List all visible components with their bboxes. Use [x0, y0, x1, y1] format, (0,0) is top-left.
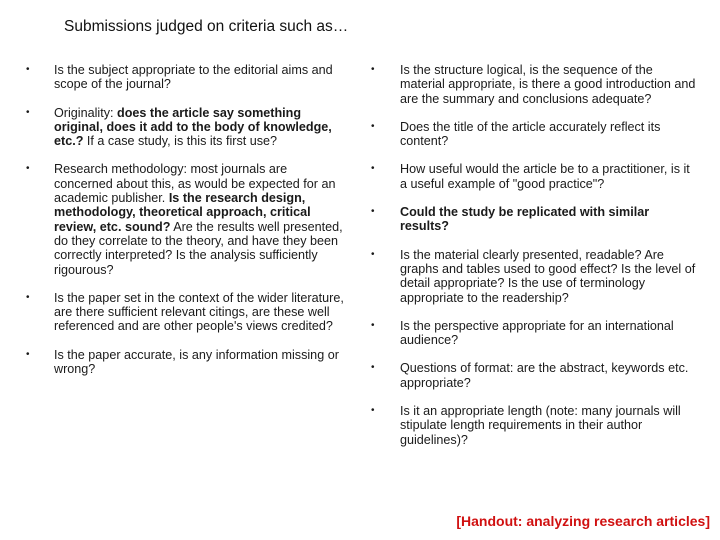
criteria-text: Is the subject appropriate to the editorial aims and scope of the journal? [54, 63, 333, 92]
criteria-item [369, 248, 699, 305]
bullet-icon: • [26, 291, 30, 303]
criteria-list-left [24, 63, 344, 390]
bullet-icon: • [26, 106, 30, 118]
criteria-text: Questions of format: are the abstract, keywords etc. appropriate? [400, 361, 689, 390]
criteria-item [369, 205, 699, 234]
bullet-icon: • [371, 405, 375, 417]
criteria-item [24, 106, 344, 149]
bullet-icon: • [26, 348, 30, 360]
criteria-item [369, 120, 699, 149]
criteria-item [369, 162, 699, 191]
slide-title: Submissions judged on criteria such as… [64, 18, 349, 35]
criteria-text: Is the structure logical, is the sequence of the material appropriate, is there a good introduction and are the summary and conclusions adequate? [400, 63, 696, 106]
criteria-item [369, 361, 699, 390]
bullet-icon: • [371, 163, 375, 175]
criteria-text: Is the perspective appropriate for an international audience? [400, 318, 674, 348]
criteria-item [24, 63, 344, 92]
criteria-item [369, 319, 699, 348]
criteria-text: Is the paper accurate, is any information missing or wrong? [54, 347, 339, 377]
criteria-text: Are the results well presented, do they correlate to the theory, and have they been correctly interpreted? Is the analysis sufficiently rigourous? [54, 219, 343, 277]
bullet-icon: • [26, 163, 30, 175]
criteria-list-right [369, 63, 699, 461]
bullet-icon: • [371, 120, 375, 132]
criteria-text: Is it an appropriate length (note: many journals will stipulate length requirements in their author guidelines)? [400, 404, 681, 447]
criteria-text: If a case study, is this its first use? [83, 134, 278, 149]
criteria-text: Originality: [54, 105, 117, 120]
criteria-item [24, 291, 344, 334]
bullet-icon: • [26, 64, 30, 75]
criteria-item [24, 348, 344, 377]
bullet-icon: • [371, 362, 375, 374]
bullet-icon: • [371, 319, 375, 331]
criteria-text: Does the title of the article accurately reflect its content? [400, 119, 661, 149]
criteria-text: Is the material clearly presented, readable? Are graphs and tables used to good effect? Is the level of detail appropriate? Is the use of terminology appropriate to the readership? [400, 247, 696, 305]
criteria-item [369, 63, 699, 106]
criteria-text-bold: Is the research design, methodology, theoretical approach, critical review, etc. sound? [54, 191, 311, 234]
criteria-item [369, 404, 699, 447]
criteria-text: How useful would the article be to a practitioner, is it a useful example of "good practice"? [400, 162, 690, 191]
bullet-icon: • [371, 206, 375, 218]
criteria-text-bold: does the article say something original, does it add to the body of knowledge, etc.? [54, 105, 332, 149]
criteria-text: Research methodology: most journals are concerned about this, as would be expected for an academic publisher. [54, 162, 336, 206]
criteria-text: Is the paper set in the context of the wider literature, are there sufficient relevant citings, are these well referenced and are other people's views credited? [54, 290, 344, 334]
handout-note: [Handout: analyzing research articles] [456, 513, 710, 529]
bullet-icon: • [371, 248, 375, 260]
criteria-text-bold: Could the study be replicated with similar results? [400, 205, 650, 234]
bullet-icon: • [371, 64, 375, 75]
criteria-item [24, 162, 344, 276]
